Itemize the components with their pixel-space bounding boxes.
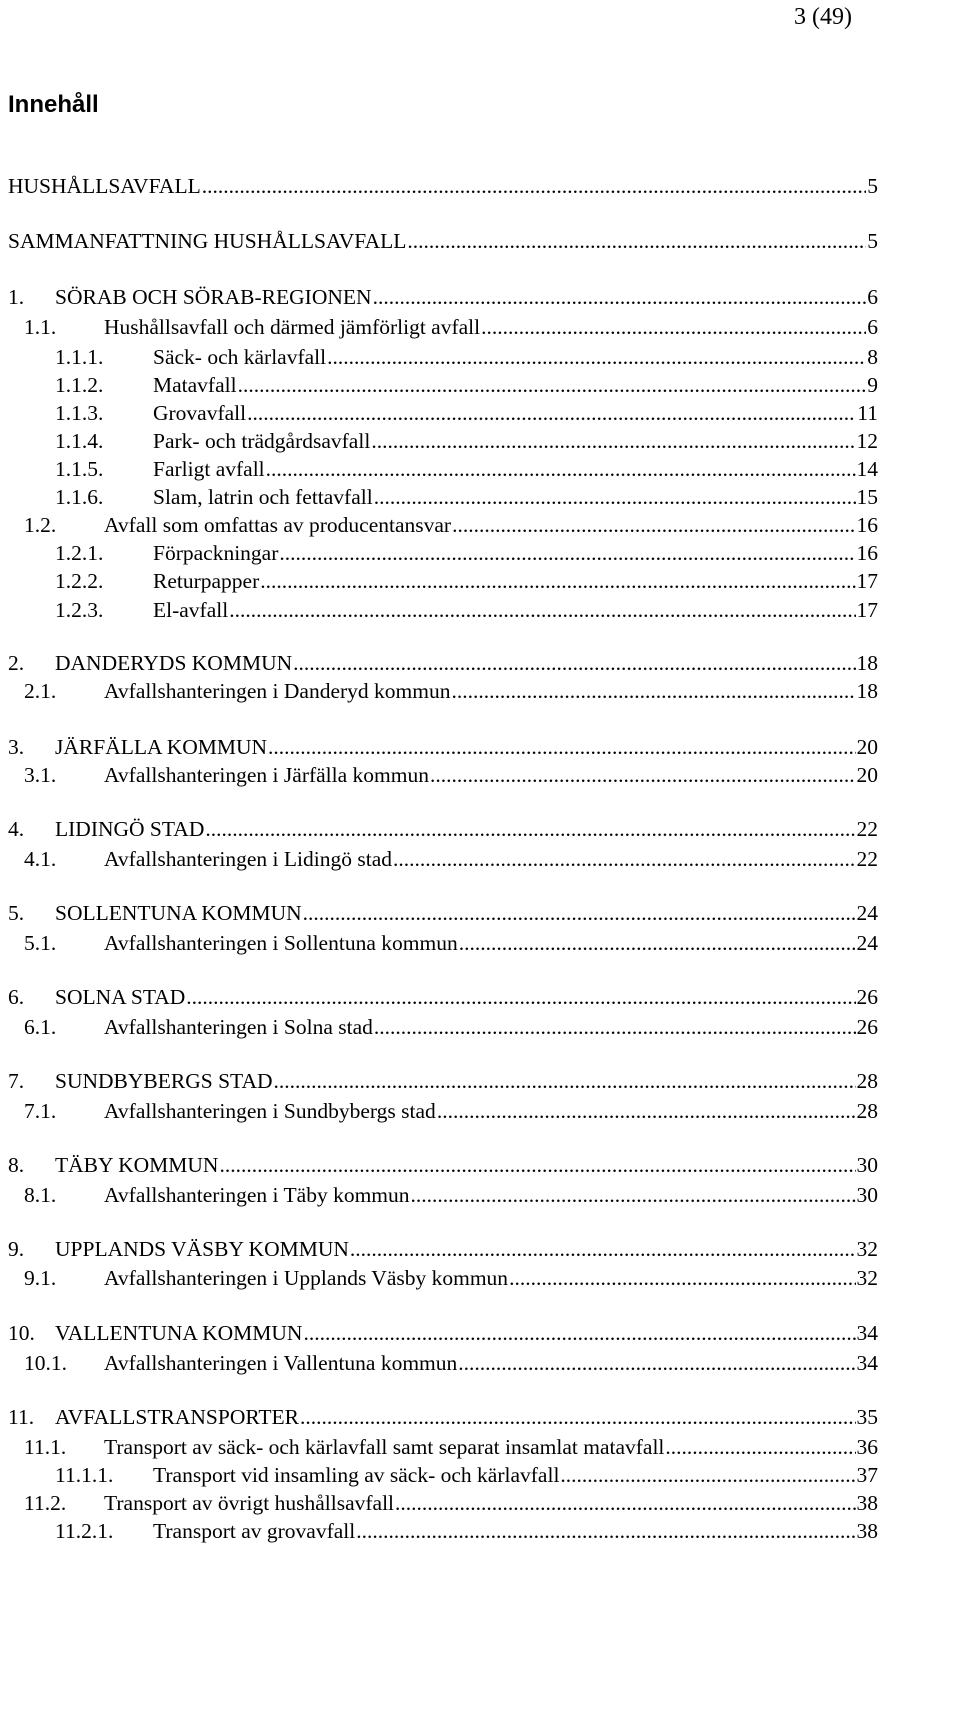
- toc-entry-number: 1.2.: [24, 513, 57, 537]
- toc-entry-page: 20: [856, 763, 878, 787]
- toc-entry[interactable]: [8, 1319, 878, 1347]
- toc-entry-title: SUNDBYBERGS STAD: [55, 1069, 273, 1093]
- toc-entry-number: 10.: [8, 1321, 35, 1345]
- toc-entry[interactable]: [8, 1235, 878, 1263]
- toc-entry-title: Park- och trädgårdsavfall: [153, 429, 371, 453]
- toc-entry[interactable]: [8, 1403, 878, 1431]
- toc-entry-title: SOLLENTUNA KOMMUN: [55, 901, 302, 925]
- toc-entry-page: 14: [856, 457, 878, 481]
- toc-dot-leader: [219, 1151, 855, 1179]
- toc-entry[interactable]: [8, 1067, 878, 1095]
- toc-entry-title: Avfallshanteringen i Sollentuna kommun: [104, 931, 458, 955]
- toc-entry-title: Slam, latrin och fettavfall: [153, 485, 373, 509]
- toc-entry-number: 1.1.5.: [55, 457, 104, 481]
- toc-entry-number: 1.1.4.: [55, 429, 104, 453]
- toc-entry-title: Matavfall: [153, 373, 237, 397]
- toc-entry-title: Transport av säck- och kärlavfall samt separat insamlat matavfall: [104, 1435, 665, 1459]
- toc-dot-leader: [458, 1349, 855, 1377]
- toc-entry[interactable]: [55, 455, 878, 483]
- toc-dot-leader: [356, 1517, 855, 1545]
- toc-entry-page: 22: [856, 847, 878, 871]
- toc-entry-number: 9.: [8, 1237, 25, 1261]
- toc-dot-leader: [374, 483, 856, 511]
- toc-entry-title: VALLENTUNA KOMMUN: [55, 1321, 303, 1345]
- toc-entry-title: Hushållsavfall och därmed jämförligt avfall: [104, 315, 481, 339]
- toc-entry-title: Farligt avfall: [153, 457, 265, 481]
- toc-dot-leader: [303, 1319, 855, 1347]
- toc-entry-title: TÄBY KOMMUN: [55, 1153, 219, 1177]
- toc-entry-page: 30: [856, 1183, 878, 1207]
- toc-entry-title: Returpapper: [153, 569, 260, 593]
- toc-entry-number: 11.2.: [24, 1491, 67, 1515]
- toc-entry-page: 18: [856, 679, 878, 703]
- toc-entry-title: SÖRAB OCH SÖRAB-REGIONEN: [55, 285, 372, 309]
- toc-entry-number: 5.: [8, 901, 25, 925]
- toc-entry-title: Förpackningar: [153, 541, 279, 565]
- toc-entry-title: DANDERYDS KOMMUN: [55, 651, 293, 675]
- toc-entry-title: Grovavfall: [153, 401, 247, 425]
- toc-entry[interactable]: [24, 677, 878, 705]
- toc-entry-number: 4.: [8, 817, 25, 841]
- toc-entry-number: 8.1.: [24, 1183, 57, 1207]
- toc-dot-leader: [665, 1433, 855, 1461]
- toc-dot-leader: [279, 539, 855, 567]
- toc-dot-leader: [411, 1181, 856, 1209]
- toc-entry[interactable]: [55, 567, 878, 595]
- toc-entry-title: Avfallshanteringen i Upplands Väsby kommun: [104, 1266, 509, 1290]
- toc-entry-number: 5.1.: [24, 931, 57, 955]
- toc-entry-page: 5: [867, 174, 878, 198]
- toc-entry-page: 15: [856, 485, 878, 509]
- toc-dot-leader: [481, 313, 866, 341]
- toc-entry-title: SAMMANFATTNING HUSHÅLLSAVFALL: [8, 229, 407, 253]
- toc-entry-title: Avfallshanteringen i Danderyd kommun: [104, 679, 451, 703]
- toc-entry-title: JÄRFÄLLA KOMMUN: [55, 735, 268, 759]
- toc-entry[interactable]: [55, 371, 878, 399]
- toc-entry[interactable]: [24, 845, 878, 873]
- toc-entry[interactable]: [24, 511, 878, 539]
- toc-entry[interactable]: [55, 399, 878, 427]
- toc-dot-leader: [350, 1235, 856, 1263]
- toc-dot-leader: [303, 899, 856, 927]
- toc-entry-number: 11.1.1.: [55, 1463, 114, 1487]
- toc-entry-page: 17: [856, 598, 878, 622]
- toc-entry-number: 1.: [8, 285, 25, 309]
- toc-entry-page: 5: [867, 229, 878, 253]
- toc-dot-leader: [186, 983, 855, 1011]
- toc-entry-title: Avfallshanteringen i Solna stad: [104, 1015, 373, 1039]
- toc-entry-title: UPPLANDS VÄSBY KOMMUN: [55, 1237, 349, 1261]
- toc-entry-page: 11: [857, 401, 878, 425]
- toc-dot-leader: [266, 455, 856, 483]
- toc-entry-page: 28: [856, 1069, 878, 1093]
- toc-entry-page: 35: [856, 1405, 878, 1429]
- toc-entry-number: 1.2.1.: [55, 541, 104, 565]
- toc-entry[interactable]: [24, 761, 878, 789]
- toc-dot-leader: [560, 1461, 855, 1489]
- toc-entry-number: 1.2.3.: [55, 598, 104, 622]
- toc-entry-title: LIDINGÖ STAD: [55, 817, 205, 841]
- toc-entry-page: 34: [856, 1321, 878, 1345]
- page-number: 3 (49): [794, 4, 852, 30]
- toc-entry-number: 4.1.: [24, 847, 57, 871]
- toc-dot-leader: [229, 596, 855, 624]
- toc-entry-title: El-avfall: [153, 598, 229, 622]
- toc-entry-page: 9: [867, 373, 878, 397]
- toc-entry-number: 1.1.3.: [55, 401, 104, 425]
- toc-entry-page: 34: [856, 1351, 878, 1375]
- toc-entry-title: Avfallshanteringen i Sundbybergs stad: [104, 1099, 436, 1123]
- toc-entry[interactable]: [8, 733, 878, 761]
- toc-entry[interactable]: [8, 283, 878, 311]
- toc-dot-leader: [202, 172, 867, 200]
- toc-entry[interactable]: [24, 929, 878, 957]
- toc-entry-page: 26: [856, 985, 878, 1009]
- toc-dot-leader: [260, 567, 855, 595]
- toc-entry[interactable]: [24, 1349, 878, 1377]
- toc-entry[interactable]: [55, 1517, 878, 1545]
- toc-entry-page: 18: [856, 651, 878, 675]
- toc-entry-number: 7.1.: [24, 1099, 57, 1123]
- toc-entry[interactable]: [55, 596, 878, 624]
- toc-entry[interactable]: [24, 1264, 878, 1292]
- toc-entry[interactable]: [8, 983, 878, 1011]
- toc-entry[interactable]: [8, 899, 878, 927]
- toc-entry-page: 6: [867, 285, 878, 309]
- toc-dot-leader: [395, 1489, 855, 1517]
- toc-heading: Innehåll: [8, 91, 99, 118]
- toc-entry[interactable]: [8, 227, 878, 255]
- toc-dot-leader: [407, 227, 866, 255]
- toc-entry-number: 3.: [8, 735, 25, 759]
- toc-entry-title: SOLNA STAD: [55, 985, 186, 1009]
- toc-entry-page: 38: [856, 1491, 878, 1515]
- toc-entry[interactable]: [8, 815, 878, 843]
- toc-entry-title: Avfallshanteringen i Lidingö stad: [104, 847, 392, 871]
- toc-entry-title: Avfallshanteringen i Vallentuna kommun: [104, 1351, 458, 1375]
- toc-entry-page: 32: [856, 1266, 878, 1290]
- toc-entry[interactable]: [55, 483, 878, 511]
- toc-entry-number: 8.: [8, 1153, 25, 1177]
- toc-entry-page: 20: [856, 735, 878, 759]
- toc-entry-number: 11.: [8, 1405, 35, 1429]
- toc-dot-leader: [430, 761, 856, 789]
- toc-entry-title: AVFALLSTRANSPORTER: [55, 1405, 300, 1429]
- toc-entry-number: 2.: [8, 651, 25, 675]
- toc-entry-number: 6.: [8, 985, 25, 1009]
- toc-dot-leader: [459, 929, 856, 957]
- toc-dot-leader: [452, 677, 856, 705]
- toc-entry[interactable]: [8, 649, 878, 677]
- toc-entry-page: 30: [856, 1153, 878, 1177]
- toc-dot-leader: [393, 845, 856, 873]
- toc-entry-title: Avfallshanteringen i Täby kommun: [104, 1183, 410, 1207]
- toc-entry-page: 22: [856, 817, 878, 841]
- toc-entry-page: 6: [867, 315, 878, 339]
- toc-entry[interactable]: [24, 1013, 878, 1041]
- toc-entry-number: 10.1.: [24, 1351, 67, 1375]
- toc-dot-leader: [371, 427, 855, 455]
- toc-entry-number: 1.1.1.: [55, 345, 104, 369]
- toc-entry-number: 11.1.: [24, 1435, 67, 1459]
- toc-dot-leader: [274, 1067, 856, 1095]
- toc-entry-title: Säck- och kärlavfall: [153, 345, 327, 369]
- toc-entry-title: Transport av övrigt hushållsavfall: [104, 1491, 395, 1515]
- toc-entry-page: 36: [856, 1435, 878, 1459]
- toc-entry-page: 38: [856, 1519, 878, 1543]
- toc-entry-page: 16: [856, 541, 878, 565]
- toc-entry[interactable]: [24, 1433, 878, 1461]
- toc-entry-number: 1.1.2.: [55, 373, 104, 397]
- toc-dot-leader: [293, 649, 855, 677]
- toc-dot-leader: [452, 511, 855, 539]
- toc-dot-leader: [509, 1264, 855, 1292]
- toc-entry-number: 11.2.1.: [55, 1519, 114, 1543]
- toc-dot-leader: [268, 733, 855, 761]
- toc-entry[interactable]: [55, 1461, 878, 1489]
- toc-entry-title: Transport vid insamling av säck- och kärlavfall: [153, 1463, 560, 1487]
- toc-entry-number: 6.1.: [24, 1015, 57, 1039]
- toc-entry-page: 16: [856, 513, 878, 537]
- toc-entry-page: 12: [856, 429, 878, 453]
- toc-dot-leader: [373, 283, 867, 311]
- toc-entry[interactable]: [8, 1151, 878, 1179]
- toc-entry[interactable]: [24, 313, 878, 341]
- toc-entry-page: 17: [856, 569, 878, 593]
- toc-entry[interactable]: [55, 427, 878, 455]
- toc-entry-page: 32: [856, 1237, 878, 1261]
- toc-entry-page: 37: [856, 1463, 878, 1487]
- toc-entry-number: 1.1.6.: [55, 485, 104, 509]
- toc-entry-page: 8: [867, 345, 878, 369]
- toc-entry[interactable]: [24, 1097, 878, 1125]
- toc-dot-leader: [238, 371, 867, 399]
- toc-entry-number: 9.1.: [24, 1266, 57, 1290]
- toc-dot-leader: [437, 1097, 856, 1125]
- toc-entry-page: 28: [856, 1099, 878, 1123]
- toc-entry-number: 7.: [8, 1069, 25, 1093]
- toc-entry-title: Avfallshanteringen i Järfälla kommun: [104, 763, 429, 787]
- toc-entry-page: 24: [856, 901, 878, 925]
- toc-dot-leader: [205, 815, 855, 843]
- toc-entry-page: 26: [856, 1015, 878, 1039]
- toc-dot-leader: [300, 1403, 855, 1431]
- toc-entry-number: 1.2.2.: [55, 569, 104, 593]
- toc-entry-number: 3.1.: [24, 763, 57, 787]
- toc-dot-leader: [327, 343, 866, 371]
- toc-entry[interactable]: [8, 172, 878, 200]
- toc-entry-number: 2.1.: [24, 679, 57, 703]
- toc-entry[interactable]: [24, 1489, 878, 1517]
- toc-dot-leader: [247, 399, 856, 427]
- toc-entry-title: HUSHÅLLSAVFALL: [8, 174, 201, 198]
- toc-entry[interactable]: [55, 539, 878, 567]
- toc-entry[interactable]: [24, 1181, 878, 1209]
- toc-entry-page: 24: [856, 931, 878, 955]
- toc-entry-title: Avfall som omfattas av producentansvar: [104, 513, 452, 537]
- toc-entry-title: Transport av grovavfall: [153, 1519, 356, 1543]
- toc-entry-number: 1.1.: [24, 315, 57, 339]
- toc-dot-leader: [374, 1013, 856, 1041]
- toc-entry[interactable]: [55, 343, 878, 371]
